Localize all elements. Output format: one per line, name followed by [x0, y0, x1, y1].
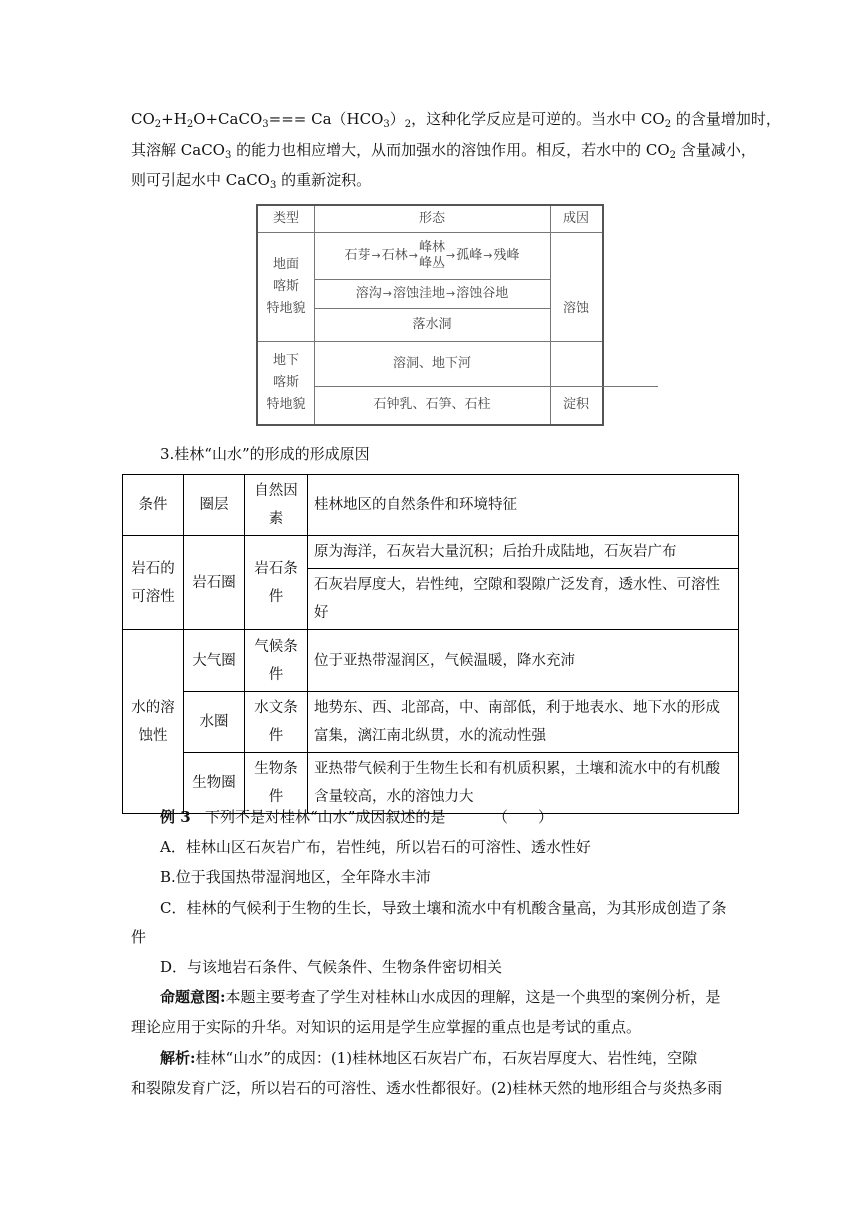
- cell-hydrology-desc: 地势东、西、北部高，中、南部低，利于地表水、地下水的形成富集，漓江南北纵贯，水的流动性强: [308, 692, 739, 753]
- intent-line-2: 理论应用于实际的升华。对知识的运用是学生应掌握的重点也是考试的重点。: [131, 1018, 642, 1036]
- diagram-header-type: 类型: [272, 211, 299, 226]
- header-condition: 条件: [123, 475, 184, 536]
- cell-rock-desc-1: 原为海洋，石灰岩大量沉积；后抬升成陆地，石灰岩广布: [308, 536, 739, 569]
- header-characteristics: 桂林地区的自然条件和环境特征: [308, 475, 739, 536]
- intro-line-3: 则可引起水中 CaCO$_3$ 的重新淀积。: [131, 171, 372, 191]
- cell-water-erosion: 水的溶蚀性: [123, 630, 184, 814]
- option-c: C．桂林的气候利于生物的生长，导致土壤和流水中有机酸含量高，为其形成创造了条: [160, 899, 727, 917]
- cell-hydrosphere: 水圈: [184, 692, 245, 753]
- intro-line-2: 其溶解 CaCO$_3$ 的能力也相应增大，从而加强水的溶蚀作用。相反，若水中的 $CO_2$ 含量减小，: [131, 141, 756, 161]
- diagram-row-cave: 溶洞、地下河: [392, 355, 471, 371]
- diagram-cause-deposition: 淀积: [562, 397, 589, 412]
- analysis-line-1: 解析:桂林“山水”的成因：(1)桂林地区石灰岩广布，石灰岩厚度大、岩性纯，空隙: [160, 1049, 698, 1067]
- intent-line-1: 命题意图:本题主要考查了学生对桂林山水成因的理解，这是一个典型的案例分析，是: [160, 988, 721, 1006]
- diagram-surface-karst: 地面 喀斯 特地貌: [266, 256, 306, 316]
- cell-climate-desc: 位于亚热带湿润区，气候温暖，降水充沛: [308, 630, 739, 692]
- cell-bio-condition: 生物条件: [245, 753, 308, 814]
- option-d: D．与该地岩石条件、气候条件、生物条件密切相关: [160, 958, 503, 976]
- intent-label: 命题意图:: [160, 988, 226, 1006]
- cell-lithosphere: 岩石圈: [184, 536, 245, 630]
- header-sphere: 圈层: [184, 475, 245, 536]
- diagram-row-stone-forest: 石芽 → 石林 → 峰林 峰丛 → 孤峰 → 残峰: [344, 239, 520, 271]
- table-row: [123, 753, 739, 814]
- table-row: [123, 536, 739, 569]
- table-row: [123, 692, 739, 753]
- example-label: 例 3: [160, 808, 191, 826]
- cell-biosphere: 生物圈: [184, 753, 245, 814]
- karst-landform-diagram: [256, 204, 604, 426]
- table-row: [123, 630, 739, 692]
- section-3-title: 3.桂林“山水”的形成的形成原因: [160, 445, 370, 463]
- cell-rock-desc-2: 石灰岩厚度大，岩性纯，空隙和裂隙广泛发育，透水性、可溶性好: [308, 569, 739, 630]
- diagram-cause-dissolution: 溶蚀: [562, 301, 589, 316]
- analysis-label: 解析:: [160, 1049, 196, 1067]
- diagram-row-solution-groove: 溶沟 → 溶蚀洼地 → 溶蚀谷地: [355, 285, 509, 301]
- diagram-header-form: 形态: [418, 211, 445, 226]
- option-a: A．桂林山区石灰岩广布，岩性纯，所以岩石的可溶性、透水性好: [160, 838, 591, 856]
- diagram-underground-karst: 地下 喀斯 特地貌: [266, 352, 306, 412]
- diagram-row-stalactite: 石钟乳、石笋、石柱: [373, 397, 491, 412]
- cell-atmosphere: 大气圈: [184, 630, 245, 692]
- cell-bio-desc: 亚热带气候利于生物生长和有机质积累，土壤和流水中的有机酸含量较高，水的溶蚀力大: [308, 753, 739, 814]
- intro-line-1: $CO_2+H_2O+CaCO_3=== Ca(HCO_3)_2$，这种化学反应是可逆的。当水中 $CO_2$ 的含量增加时，: [131, 110, 781, 130]
- option-c-cont: 件: [131, 928, 147, 946]
- cell-climate-condition: 气候条件: [245, 630, 308, 692]
- guilin-formation-table: [122, 474, 739, 814]
- cell-rock-solubility: 岩石的可溶性: [123, 536, 184, 630]
- diagram-row-sinkhole: 落水洞: [412, 316, 452, 332]
- example-question: 例 3 下列不是对桂林“山水”成因叙述的是 （ ）: [160, 808, 554, 826]
- option-b: B.位于我国热带湿润地区，全年降水丰沛: [160, 868, 431, 886]
- header-natural-factor: 自然因素: [245, 475, 308, 536]
- cell-hydrology-condition: 水文条件: [245, 692, 308, 753]
- diagram-header-cause: 成因: [562, 211, 589, 226]
- analysis-line-2: 和裂隙发育广泛，所以岩石的可溶性、透水性都很好。(2)桂林天然的地形组合与炎热多雨: [131, 1079, 723, 1097]
- table-header-row: [123, 475, 739, 536]
- cell-rock-condition: 岩石条件: [245, 536, 308, 630]
